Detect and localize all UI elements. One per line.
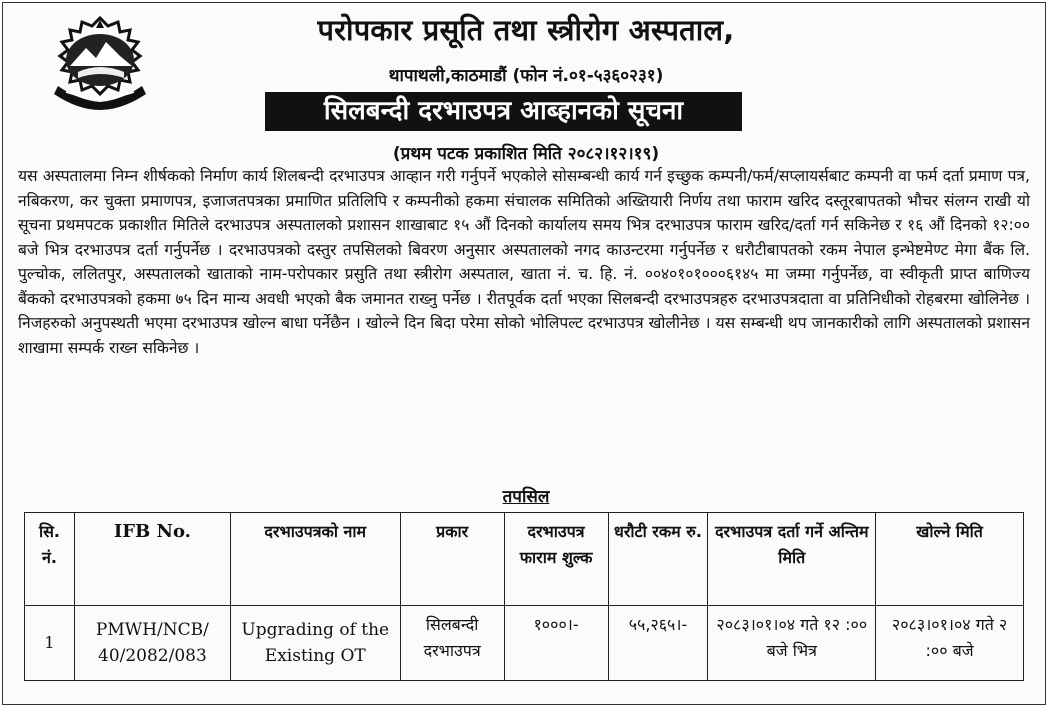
publication-date: (प्रथम पटक प्रकाशित मिति २०८२।१२।१९) (392, 144, 660, 164)
cell-opening-date: २०८३।०१।०४ गते २ :०० बजे (876, 606, 1024, 681)
cell-type: सिलबन्दी दरभाउपत्र (400, 606, 504, 681)
header-sn: सि. नं. (25, 513, 75, 606)
cell-ifb-no: PMWH/NCB/ 40/2082/083 (74, 606, 230, 681)
cell-deadline: २०८३।०१।०४ गते १२ :०० बजे भित्र (708, 606, 876, 681)
cell-deposit: ५५,२६५।- (608, 606, 708, 681)
hospital-address: थापाथली,काठमाडौं (फोन नं.०१-५३६०२३१) (388, 66, 664, 86)
bid-details-table (24, 512, 1024, 681)
header-type: प्रकार (400, 513, 504, 606)
cell-bid-name: Upgrading of the Existing OT (230, 606, 400, 681)
notice-body-paragraph: यस अस्पतालमा निम्न शीर्षकको निर्माण कार्य शिलबन्दी दरभाउपत्र आव्हान गरी गर्नुपर्ने भएकोले सोसम्बन्धी कार्य गर्न इच्छुक कम्पनी/फर्म/सप्लायर्सबाट कम्पनी वा फर्म दर्ता प्रमाण पत्र, नबिकरण, कर चुक्ता प्रमाणपत्र, इजाजतपत्रका प्रमाणित प्रतिलिपि र कम्पनीको हकमा संचालक समितिको अख्तियारी निर्णय तथा फाराम खरिद दस्तूरबापतको भौचर संलग्न राखी यो सूचना प्रथमपटक प्रकाशीत मितिले दरभाउपत्र अस्पतालको प्रशासन शाखाबाट १५ औं दिनको कार्यालय समय भित्र दरभाउपत्र फाराम खरिद/दर्ता गर्न सकिनेछ र १६ औं दिनको १२:०० बजे भित्र दरभाउपत्र दर्ता गर्नुपर्नेछ । दरभाउपत्रको दस्तुर तपसिलको बिवरण अनुसार अस्पतालको नगद काउन्टरमा गर्नुपर्नेछ र धरौटीबापतको रकम नेपाल इन्भेष्टमेण्ट मेगा बैंक लि. पुल्चोक, ललितपुर, अस्पतालको खाताको नाम-परोपकार प्रसुति तथा स्त्रीरोग अस्पताल, खाता नं. च. हि. नं. ००४०१०१०००६१४५ मा जम्मा गर्नुपर्नेछ, वा स्वीकृती प्राप्त बाणिज्य बैंकको दरभाउपत्रको हकमा ७५ दिन मान्य अवधी भएको बैक जमानत राख्नु पर्नेछ । रीतपूर्वक दर्ता भएका सिलबन्दी दरभाउपत्रहरु दरभाउपत्रदाता वा प्रतिनिधीको रोहबरमा खोलिनेछ । निजहरुको अनुपस्थती भएमा दरभाउपत्र खोल्न बाधा पर्नेछैन । खोल्ने दिन बिदा परेमा सोको भोलिपल्ट दरभाउपत्र खोलीनेछ । यस सम्बन्धी थप जानकारीको लागि अस्पतालको प्रशासन शाखामा सम्पर्क राख्न सकिनेछ । (18, 167, 1030, 357)
header-deadline: दरभाउपत्र दर्ता गर्ने अन्तिम मिति (708, 513, 876, 606)
header-form-fee: दरभाउपत्र फाराम शुल्क (504, 513, 608, 606)
cell-sn: 1 (25, 606, 75, 681)
header-deposit: धरौटी रकम रु. (608, 513, 708, 606)
hospital-name: परोपकार प्रसूति तथा स्त्रीरोग अस्पताल, (317, 13, 735, 47)
notice-title-banner: सिलबन्दी दरभाउपत्र आब्हानको सूचना (265, 92, 742, 131)
table-header-row (25, 513, 1024, 606)
header-bid-name: दरभाउपत्रको नाम (230, 513, 400, 606)
header-opening-date: खोल्ने मिति (876, 513, 1024, 606)
table-caption: तपसिल (502, 487, 550, 507)
table-row (25, 606, 1024, 681)
header-ifb-no: IFB No. (74, 513, 230, 606)
cell-form-fee: १०००।- (504, 606, 608, 681)
